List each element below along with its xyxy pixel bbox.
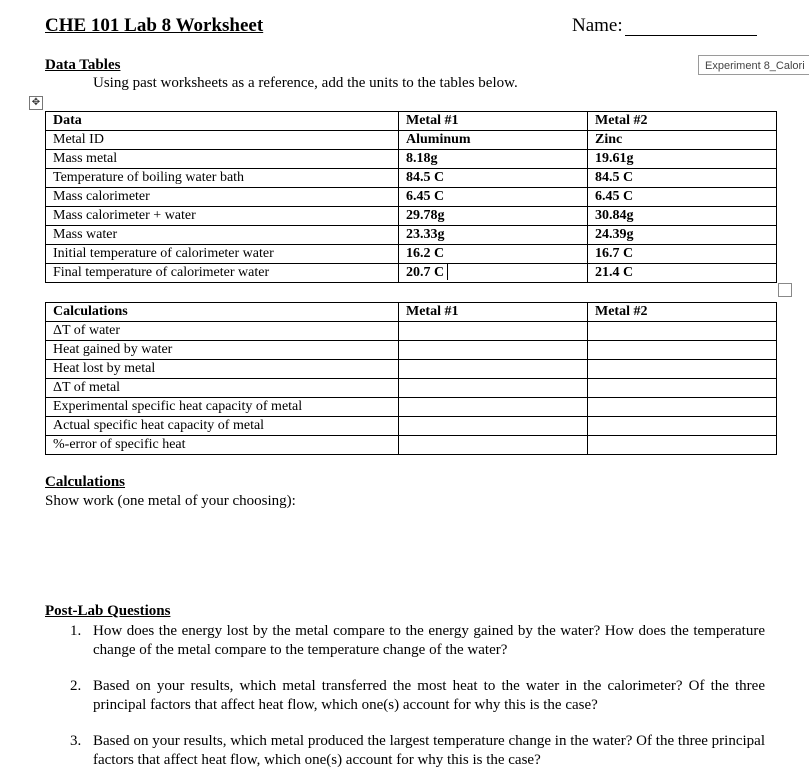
table-header-cell[interactable]: Calculations (46, 303, 399, 322)
table-cell[interactable]: Final temperature of calorimeter water (46, 264, 399, 283)
list-item (70, 732, 765, 772)
table-cell[interactable]: Mass metal (46, 150, 399, 169)
table-cell[interactable] (588, 360, 777, 379)
table-cell[interactable] (588, 417, 777, 436)
question-number: 3. (70, 733, 82, 749)
table-row (46, 150, 777, 169)
calculations-heading: Calculations (45, 474, 126, 490)
table-row (46, 398, 777, 417)
table-header-row (46, 303, 777, 322)
table-header-cell[interactable]: Metal #1 (399, 303, 588, 322)
table-cell[interactable] (399, 322, 588, 341)
table-cell[interactable]: 8.18g (399, 150, 588, 169)
table-cell[interactable]: Aluminum (399, 131, 588, 150)
question-text: Based on your results, which metal produced the largest temperature change in the water? Of the three principal factors that affect heat flow, which one(s) account for why this is the case? (93, 733, 765, 768)
question-number: 2. (70, 678, 82, 694)
table-cell[interactable]: Heat lost by metal (46, 360, 399, 379)
table-cell[interactable] (399, 360, 588, 379)
table-cell-value: 20.7 C (406, 265, 445, 280)
table-header-cell[interactable]: Data (46, 112, 399, 131)
table-cell[interactable] (588, 379, 777, 398)
table-row (46, 360, 777, 379)
question-text: How does the energy lost by the metal compare to the energy gained by the water? How does the temperature change of the metal compare to the temperature change of the water? (93, 623, 765, 658)
table-row (46, 207, 777, 226)
table-cell[interactable] (588, 341, 777, 360)
table-move-handle-icon[interactable]: ✥ (29, 96, 43, 110)
table-cell[interactable] (399, 417, 588, 436)
table-header-cell[interactable]: Metal #2 (588, 112, 777, 131)
table-cell[interactable]: 24.39g (588, 226, 777, 245)
list-item (70, 622, 765, 662)
table-row (46, 188, 777, 207)
question-text: Based on your results, which metal transferred the most heat to the water in the calorimeter? Of the three principal factors that affect heat flow, which one(s) account for why this is the case? (93, 678, 765, 713)
table-header-row (46, 112, 777, 131)
table-cell[interactable] (588, 398, 777, 417)
table-cell[interactable]: Heat gained by water (46, 341, 399, 360)
table-cell[interactable]: Mass calorimeter (46, 188, 399, 207)
table-cell[interactable]: Actual specific heat capacity of metal (46, 417, 399, 436)
text-cursor (447, 264, 448, 280)
table-cell[interactable]: 19.61g (588, 150, 777, 169)
table-cell[interactable]: 21.4 C (588, 264, 777, 283)
name-blank-line[interactable] (625, 35, 757, 36)
table-cell-editing[interactable] (399, 264, 588, 283)
data-table (45, 111, 777, 283)
question-number: 1. (70, 623, 82, 639)
table-cell[interactable] (399, 379, 588, 398)
calculations-instruction: Show work (one metal of your choosing): (45, 493, 296, 509)
table-cell[interactable]: 23.33g (399, 226, 588, 245)
table-cell[interactable]: Mass calorimeter + water (46, 207, 399, 226)
table-cell[interactable]: 16.7 C (588, 245, 777, 264)
worksheet-title: CHE 101 Lab 8 Worksheet (45, 15, 264, 36)
table-cell[interactable]: Mass water (46, 226, 399, 245)
table-cell[interactable]: ΔT of metal (46, 379, 399, 398)
table-resize-handle[interactable] (778, 283, 792, 297)
table-cell[interactable]: Temperature of boiling water bath (46, 169, 399, 188)
table-cell[interactable]: 84.5 C (399, 169, 588, 188)
table-cell[interactable]: Zinc (588, 131, 777, 150)
table-row (46, 322, 777, 341)
table-cell[interactable] (588, 436, 777, 455)
calculations-table (45, 302, 777, 455)
table-cell[interactable]: Initial temperature of calorimeter water (46, 245, 399, 264)
table-row (46, 226, 777, 245)
table-row (46, 379, 777, 398)
table-cell[interactable]: 6.45 C (588, 188, 777, 207)
table-cell[interactable]: 29.78g (399, 207, 588, 226)
table-row (46, 341, 777, 360)
table-row (46, 245, 777, 264)
table-cell[interactable]: %-error of specific heat (46, 436, 399, 455)
table-cell[interactable] (399, 398, 588, 417)
table-cell[interactable]: 16.2 C (399, 245, 588, 264)
table-cell[interactable] (399, 341, 588, 360)
table-row (46, 436, 777, 455)
table-cell[interactable]: Metal ID (46, 131, 399, 150)
name-label: Name: (572, 15, 623, 36)
table-cell[interactable]: ΔT of water (46, 322, 399, 341)
table-cell[interactable] (399, 436, 588, 455)
table-cell[interactable]: 30.84g (588, 207, 777, 226)
table-cell[interactable] (588, 322, 777, 341)
list-item (70, 677, 765, 717)
comment-balloon[interactable]: Experiment 8_Calori (698, 55, 809, 75)
table-cell[interactable]: 6.45 C (399, 188, 588, 207)
data-tables-heading: Data Tables (45, 57, 121, 73)
table-cell[interactable]: Experimental specific heat capacity of metal (46, 398, 399, 417)
table-header-cell[interactable]: Metal #1 (399, 112, 588, 131)
post-lab-heading: Post-Lab Questions (45, 603, 171, 619)
table-header-cell[interactable]: Metal #2 (588, 303, 777, 322)
table-row (46, 264, 777, 283)
table-cell[interactable]: 84.5 C (588, 169, 777, 188)
table-row (46, 169, 777, 188)
table-row (46, 417, 777, 436)
table-row (46, 131, 777, 150)
data-tables-instruction: Using past worksheets as a reference, add the units to the tables below. (93, 75, 518, 91)
